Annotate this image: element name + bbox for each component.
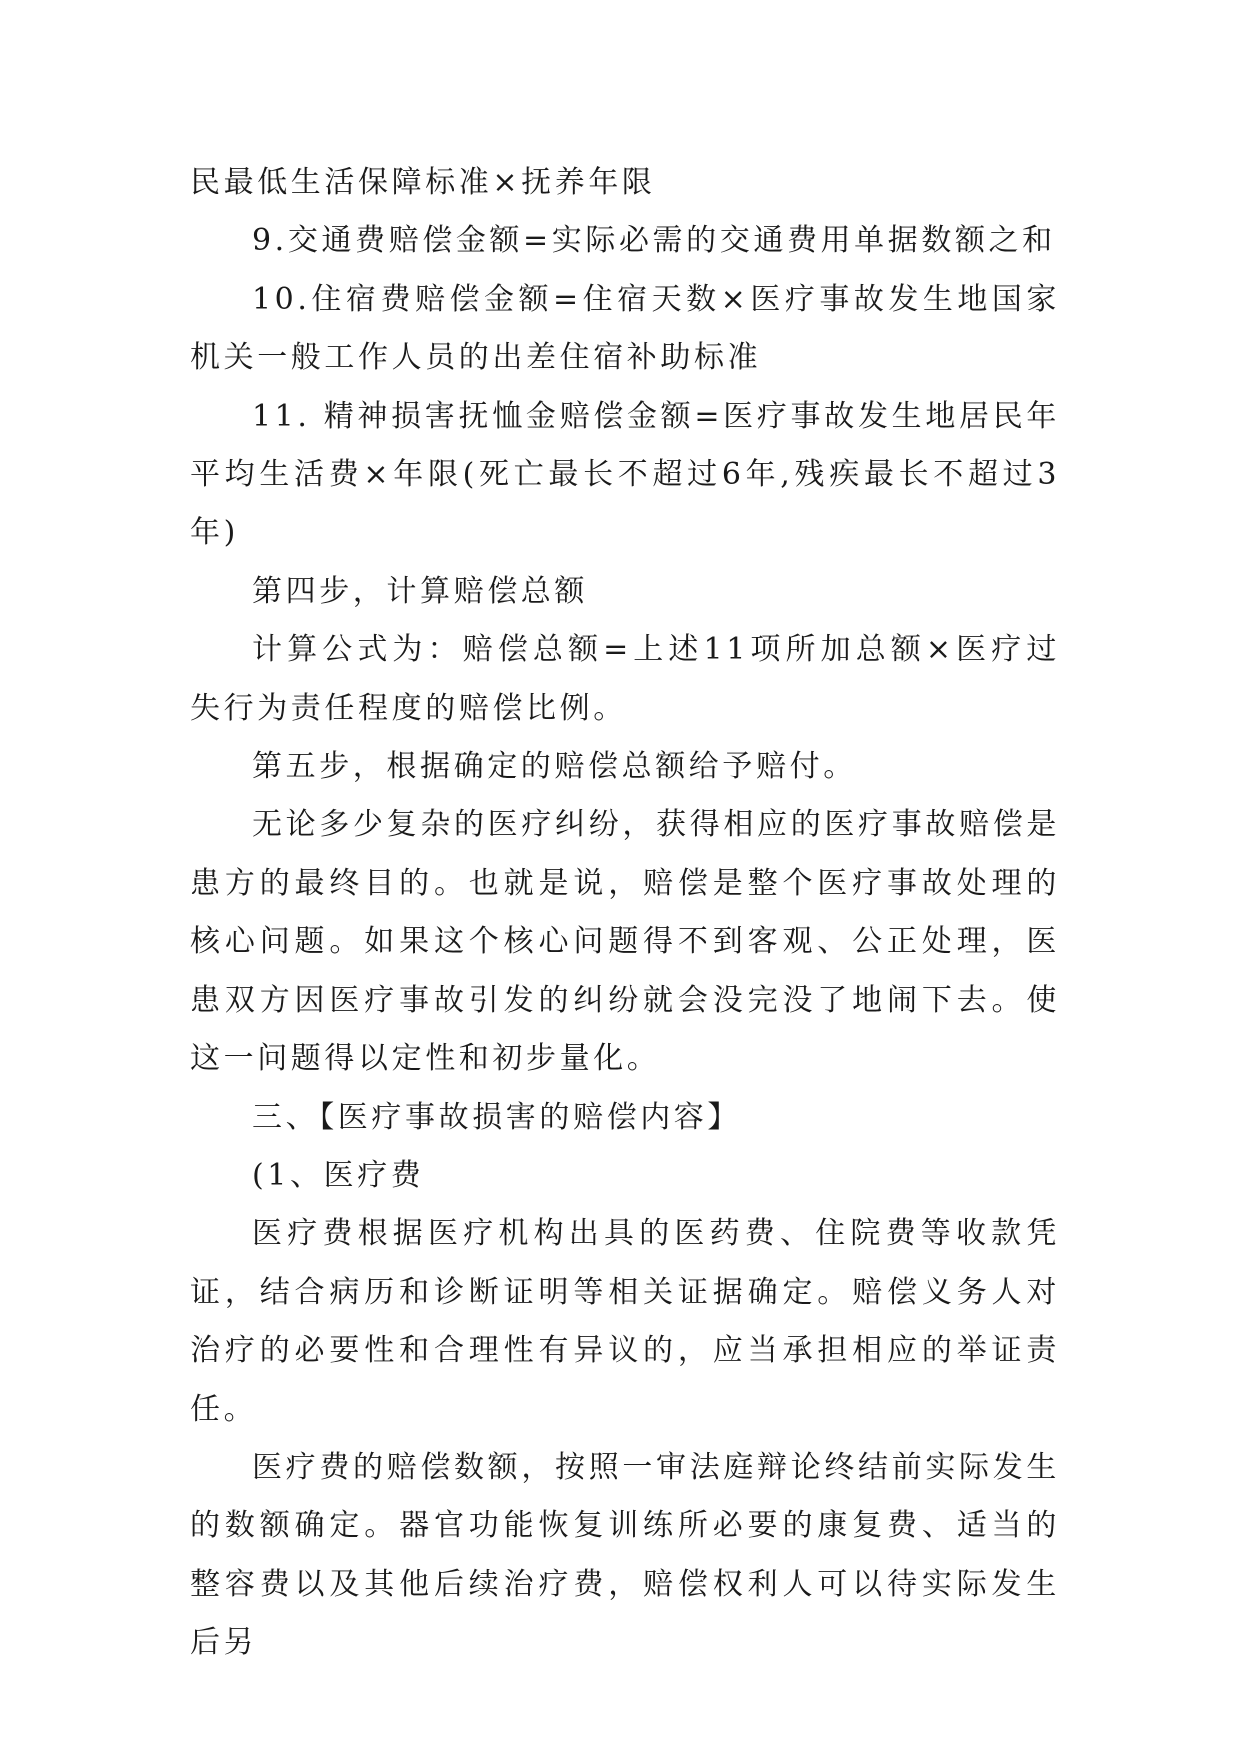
paragraph-traffic-fee: 9.交通费赔偿金额=实际必需的交通费用单据数额之和 [252,223,1056,259]
paragraph-formula: 计算公式为：赔偿总额=上述11项所加总额×医疗过失行为责任程度的赔偿比例。 [190,632,1060,726]
paragraph-lodging-fee: 10.住宿费赔偿金额=住宿天数×医疗事故发生地国家机关一般工作人员的出差住宿补助标准 [190,281,1060,376]
section-heading-compensation: 三、【医疗事故损害的赔偿内容】 [252,1099,741,1135]
document-body [190,154,1060,1673]
paragraph-mental-damage: 11. 精神损害抚恤金赔偿金额=医疗事故发生地居民年平均生活费×年限(死亡最长不超过6年,残疾最长不超过3年) [190,398,1060,551]
paragraph-core-issue: 无论多少复杂的医疗纠纷，获得相应的医疗事故赔偿是患方的最终目的。也就是说，赔偿是整个医疗事故处理的核心问题。如果这个核心问题得不到客观、公正处理，医患双方因医疗事故引发的纠纷就会没完没了地闹下去。使这一问题得以定性和初步量化。 [190,807,1060,1077]
paragraph-medical-fee-basis: 医疗费根据医疗机构出具的医药费、住院费等收款凭证，结合病历和诊断证明等相关证据确定。赔偿义务人对治疗的必要性和合理性有异议的，应当承担相应的举证责任。 [190,1216,1060,1427]
paragraph-step-five: 第五步，根据确定的赔偿总额给予赔付。 [252,749,857,785]
paragraph-continuation: 民最低生活保障标准×抚养年限 [190,165,656,200]
subheading-medical-fee: (1、医疗费 [252,1157,425,1193]
paragraph-step-four: 第四步，计算赔偿总额 [252,573,588,609]
paragraph-medical-fee-amount: 医疗费的赔偿数额，按照一审法庭辩论终结前实际发生的数额确定。器官功能恢复训练所必要的康复费、适当的整容费以及其他后续治疗费，赔偿权利人可以待实际发生后另 [190,1449,1060,1661]
